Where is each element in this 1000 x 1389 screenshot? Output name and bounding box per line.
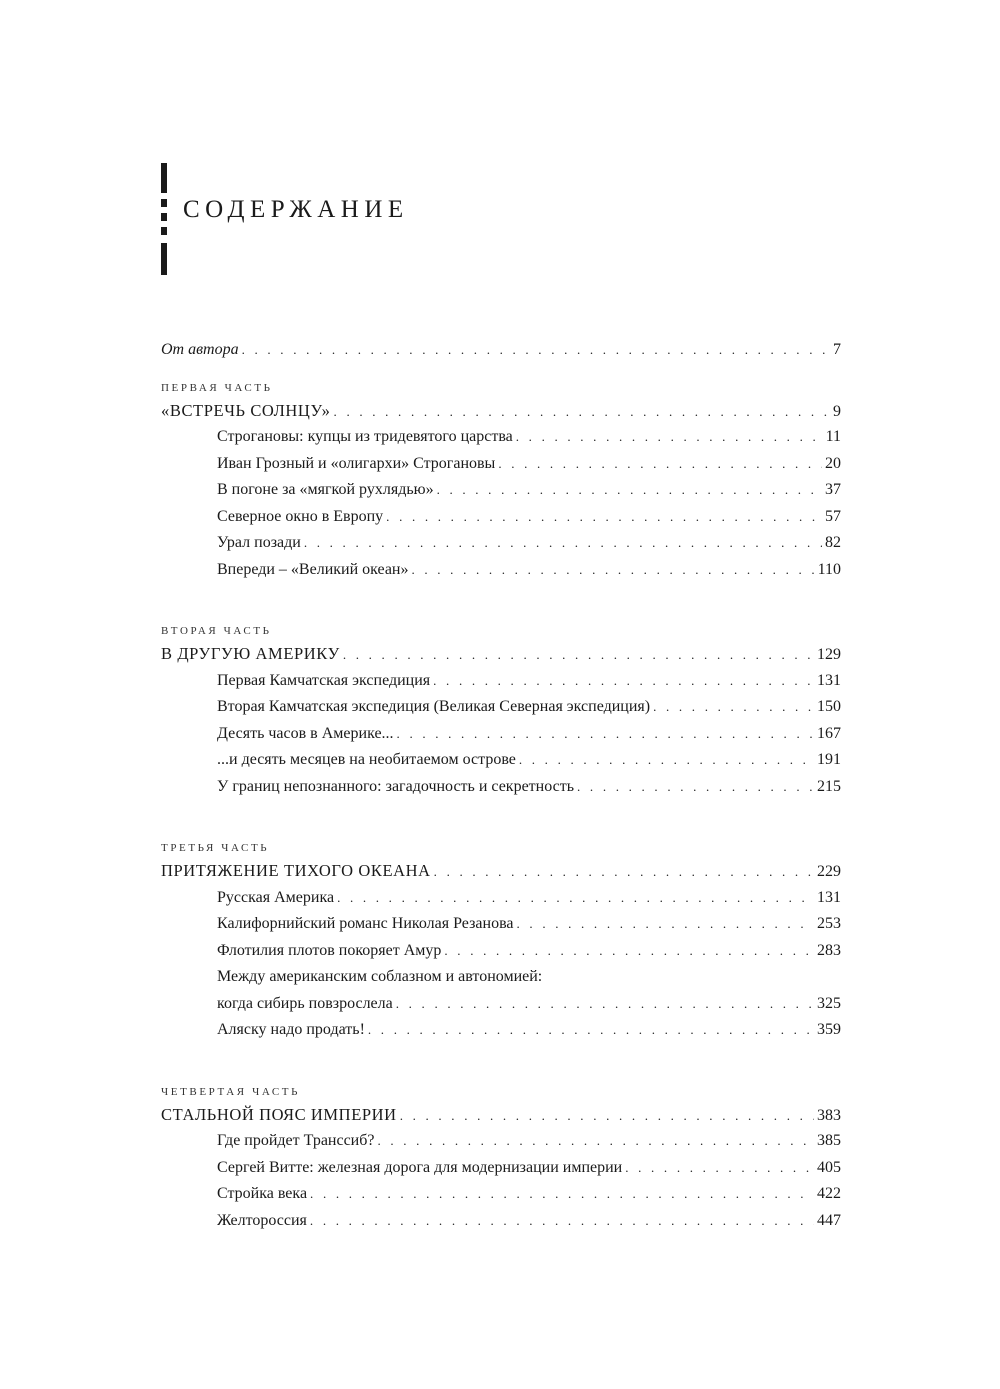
toc-leader-dots	[386, 504, 822, 531]
toc-entry-page: 215	[817, 777, 841, 795]
toc-chapter[interactable]	[161, 1181, 841, 1208]
toc-leader-dots	[444, 938, 814, 965]
toc-leader-dots	[337, 885, 814, 912]
toc-entry-title: ПРИТЯЖЕНИЕ ТИХОГО ОКЕАНА	[161, 861, 431, 880]
toc-entry-page: 7	[833, 341, 841, 358]
toc-entry-page: 131	[817, 671, 841, 689]
toc-entry-page: 110	[817, 560, 841, 578]
toc-entry-title: Желтороссия	[217, 1211, 307, 1229]
toc-entry-page: 37	[825, 481, 841, 498]
toc-chapter[interactable]	[161, 774, 841, 801]
toc-entry-page: 131	[817, 888, 841, 906]
toc-entry-page: 20	[825, 454, 841, 472]
part-label-2: ВТОРАЯ ЧАСТЬ	[161, 625, 272, 637]
page-title: СОДЕРЖАНИЕ	[183, 196, 409, 223]
toc-part-title-4[interactable]	[161, 1102, 841, 1129]
toc-entry-title: Флотилия плотов покоряет Амур	[217, 941, 442, 959]
toc-chapter-line-2[interactable]	[161, 991, 841, 1018]
toc-leader-dots	[437, 477, 822, 504]
toc-leader-dots	[653, 694, 814, 721]
toc-entry-title: У границ непознанного: загадочность и секретность	[217, 777, 575, 795]
toc-entry-page: 283	[817, 941, 841, 959]
toc-part-title-1[interactable]	[161, 398, 841, 425]
toc-entry-title: Стройка века	[217, 1185, 308, 1202]
toc-entry-title: В погоне за «мягкой рухлядью»	[217, 481, 434, 498]
heading-decorative-bar	[161, 163, 167, 275]
toc-entry-title: ...и десять месяцев на необитаемом острове	[217, 751, 516, 768]
toc-entry-page: 253	[817, 915, 841, 932]
toc-entry-title: Впереди – «Великий океан»	[217, 560, 409, 578]
toc-entry-page: 359	[817, 1021, 841, 1038]
part-spacer	[161, 800, 841, 824]
toc-chapter[interactable]	[161, 938, 841, 965]
toc-entry-title: В ДРУГУЮ АМЕРИКУ	[161, 644, 340, 663]
toc-leader-dots	[577, 774, 814, 801]
toc-leader-dots	[377, 1128, 814, 1155]
toc-leader-dots	[498, 451, 822, 478]
toc-chapter[interactable]	[161, 530, 841, 557]
toc-leader-dots	[397, 721, 814, 748]
toc-entry-title: Строгановы: купцы из тридевятого царства	[217, 428, 513, 445]
table-of-contents	[161, 337, 841, 1234]
toc-chapter[interactable]	[161, 1155, 841, 1182]
toc-entry-title: Иван Грозный и «олигархи» Строгановы	[217, 454, 496, 472]
part-label-4: ЧЕТВЕРТАЯ ЧАСТЬ	[161, 1085, 301, 1098]
toc-leader-dots	[310, 1181, 814, 1208]
toc-leader-dots	[368, 1017, 814, 1044]
toc-entry-page: 129	[817, 646, 841, 663]
toc-leader-dots	[334, 399, 830, 426]
toc-leader-dots	[411, 557, 814, 584]
toc-entry-page: 385	[817, 1132, 841, 1149]
part-label-3: ТРЕТЬЯ ЧАСТЬ	[161, 842, 270, 854]
toc-chapter[interactable]	[161, 477, 841, 504]
toc-entry-page: 9	[833, 402, 841, 420]
toc-chapter[interactable]	[161, 747, 841, 774]
toc-entry-title: Калифорнийский романс Николая Резанова	[217, 915, 514, 932]
toc-leader-dots	[310, 1208, 814, 1235]
toc-entry-page: 325	[817, 994, 841, 1012]
toc-chapter[interactable]	[161, 557, 841, 584]
toc-entry-title: Десять часов в Америке...	[217, 724, 394, 742]
toc-chapter[interactable]	[161, 694, 841, 721]
toc-entry-title: Северное окно в Европу	[217, 507, 384, 525]
toc-chapter-line-1[interactable]	[161, 964, 841, 991]
toc-chapter[interactable]	[161, 668, 841, 695]
toc-leader-dots	[517, 911, 814, 938]
toc-entry-title: СТАЛЬНОЙ ПОЯС ИМПЕРИИ	[161, 1104, 397, 1124]
part-spacer	[161, 1044, 841, 1068]
toc-leader-dots	[625, 1155, 814, 1182]
toc-part-title-2[interactable]	[161, 641, 841, 668]
toc-entry-page: 447	[817, 1211, 841, 1229]
toc-entry-title: Первая Камчатская экспедиция	[217, 671, 431, 689]
toc-entry-title: «ВСТРЕЧЬ СОЛНЦУ»	[161, 400, 331, 420]
toc-chapter[interactable]	[161, 1128, 841, 1155]
toc-entry-title: От автора	[161, 341, 239, 358]
part-spacer	[161, 583, 841, 607]
toc-chapter[interactable]	[161, 1017, 841, 1044]
toc-entry-title: Урал позади	[217, 534, 301, 551]
toc-entry-page: 167	[817, 724, 841, 742]
toc-chapter[interactable]	[161, 424, 841, 451]
toc-entry-page: 229	[817, 863, 841, 880]
toc-entry-page: 405	[817, 1158, 841, 1176]
toc-leader-dots	[434, 859, 814, 886]
toc-chapter[interactable]	[161, 911, 841, 938]
toc-entry-page: 11	[825, 428, 841, 445]
part-label-1: ПЕРВАЯ ЧАСТЬ	[161, 381, 273, 394]
toc-chapter[interactable]	[161, 504, 841, 531]
toc-entry-title: Сергей Витте: железная дорога для модернизации империи	[217, 1158, 623, 1176]
toc-leader-dots	[396, 991, 814, 1018]
toc-entry-title: когда сибирь повзрослела	[217, 994, 393, 1012]
toc-entry-page: 383	[817, 1106, 841, 1124]
toc-chapter[interactable]	[161, 721, 841, 748]
toc-leader-dots	[433, 668, 814, 695]
toc-entry-page: 191	[817, 751, 841, 768]
toc-part-title-3[interactable]	[161, 858, 841, 885]
toc-leader-dots	[400, 1103, 814, 1130]
toc-leader-dots	[516, 424, 823, 451]
toc-entry-title: Вторая Камчатская экспедиция (Великая Северная экспедиция)	[217, 698, 651, 715]
toc-leader-dots	[343, 642, 814, 669]
toc-entry-intro[interactable]	[161, 337, 841, 364]
toc-entry-title: Русская Америка	[217, 888, 335, 906]
toc-entry-page: 422	[817, 1185, 841, 1202]
toc-chapter[interactable]	[161, 1208, 841, 1235]
toc-entry-page: 57	[825, 507, 841, 525]
toc-entry-title: Где пройдет Транссиб?	[217, 1132, 375, 1149]
toc-leader-dots	[304, 530, 822, 557]
toc-entry-title: Между американским соблазном и автономией:	[217, 968, 543, 985]
toc-entry-title: Аляску надо продать!	[217, 1021, 365, 1038]
toc-leader-dots	[242, 337, 830, 364]
toc-chapter[interactable]	[161, 885, 841, 912]
toc-entry-page: 82	[825, 534, 841, 551]
toc-leader-dots	[519, 747, 814, 774]
toc-chapter[interactable]	[161, 451, 841, 478]
toc-entry-page: 150	[817, 698, 841, 715]
